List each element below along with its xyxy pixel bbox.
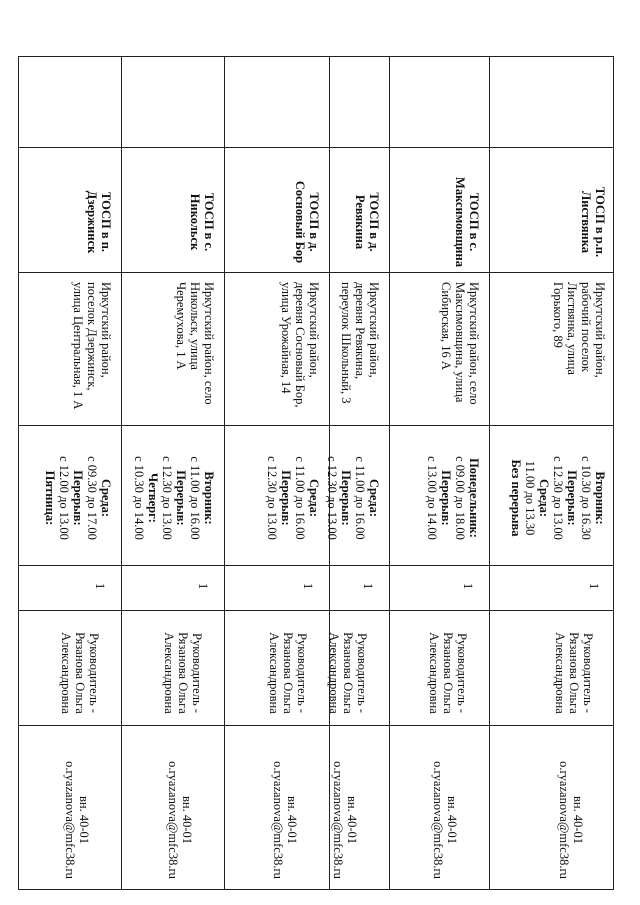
office-qty: 1 <box>301 583 315 590</box>
office-contact: вн. 40-01 o.ryazanova@mfc38.ru <box>431 761 459 879</box>
office-head: Руководитель - Рязанова Ольга Александровна <box>59 632 101 714</box>
office-head: Руководитель - Рязанова Ольга Александровна <box>267 632 309 714</box>
schedule-time: с 12.30 до 13.00 <box>551 456 565 540</box>
office-schedule <box>265 433 321 563</box>
table-rule <box>19 147 613 148</box>
schedule-day-label: Без перерыва <box>509 459 523 537</box>
schedule-time: с 11.00 до 16.00 <box>188 456 202 540</box>
schedule-day-label: Четверг: <box>146 473 160 523</box>
table-rule <box>19 725 613 726</box>
table-rule <box>224 57 225 889</box>
schedule-day-label: Перерыв: <box>439 470 453 526</box>
office-address: Иркутский район, поселок Дзержинск, улица Центральная, 1 А <box>71 282 113 410</box>
table-rule <box>19 425 613 426</box>
office-qty: 1 <box>361 583 375 590</box>
table-rule <box>19 610 613 611</box>
office-contact: вн. 40-01 o.ryazanova@mfc38.ru <box>557 761 585 879</box>
schedule-day-label: Среда: <box>307 478 321 518</box>
office-address: Иркутский район, деревня Сосновый Бор, улица Урожайная, 14 <box>279 282 321 408</box>
office-schedule <box>509 433 607 563</box>
schedule-day-label: Понедельник: <box>467 458 481 538</box>
office-schedule <box>132 433 216 563</box>
office-qty: 1 <box>196 583 210 590</box>
office-schedule <box>425 433 481 563</box>
schedule-time: с 11.00 до 16.00 <box>353 456 367 540</box>
schedule-time: с 10.30 до 14.00 <box>132 456 146 540</box>
schedule-time: 11.00 до 13.30 <box>523 460 537 536</box>
schedule-day-label: Перерыв: <box>339 470 353 526</box>
schedule-time: с 09.00 до 18.00 <box>453 456 467 540</box>
office-qty: 1 <box>587 583 601 590</box>
office-contact: вн. 40-01 o.ryazanova@mfc38.ru <box>63 761 91 879</box>
office-head: Руководитель - Рязанова Ольга Александровна <box>427 632 469 714</box>
office-schedule <box>325 433 381 563</box>
schedule-time: с 12.30 до 13.00 <box>265 456 279 540</box>
schedule-time: с 09.30 до 17.00 <box>85 456 99 540</box>
office-address: Иркутский район, село Максимовщина, улица Сибирская, 16 А <box>439 282 481 405</box>
schedule-day-label: Среда: <box>367 478 381 518</box>
schedule-day-label: Перерыв: <box>279 470 293 526</box>
office-qty: 1 <box>461 583 475 590</box>
office-address: Иркутский район, деревня Ревякина, переулок Школьный, 3 <box>339 282 381 404</box>
office-name: ТОСП в п. Дзержинск <box>85 190 113 254</box>
office-schedule <box>43 433 113 563</box>
schedule-time: с 12.30 до 13.00 <box>325 456 339 540</box>
office-contact: вн. 40-01 o.ryazanova@mfc38.ru <box>166 761 194 879</box>
office-head: Руководитель - Рязанова Ольга Александровна <box>553 632 595 714</box>
office-name: ТОСП в д. Ревякина <box>353 192 381 252</box>
schedule-time: с 13.00 до 14.00 <box>425 456 439 540</box>
schedule-day-label: Перерыв: <box>71 470 85 526</box>
table-rule <box>19 565 613 566</box>
schedule-day-label: Среда: <box>537 478 551 518</box>
office-name: ТОСП в р.п. Листвянка <box>579 186 607 258</box>
schedule-day-label: Вторник: <box>202 471 216 525</box>
table-rule <box>389 57 390 889</box>
schedule-day-label: Перерыв: <box>565 470 579 526</box>
office-contact: вн. 40-01 o.ryazanova@mfc38.ru <box>271 761 299 879</box>
table-rule <box>489 57 490 889</box>
schedule-time: с 10.30 до 16.30 <box>579 456 593 540</box>
office-head: Руководитель - Рязанова Ольга Александровна <box>162 632 204 714</box>
schedule-time: с 11.00 до 16.00 <box>293 456 307 540</box>
offices-table <box>18 56 614 890</box>
schedule-day-label: Среда: <box>99 478 113 518</box>
schedule-day-label: Вторник: <box>593 471 607 525</box>
office-head: Руководитель - Рязанова Ольга Александровна <box>327 632 369 714</box>
office-qty: 1 <box>93 583 107 590</box>
schedule-time: с 12.00 до 13.00 <box>57 456 71 540</box>
office-address: Иркутский район, рабочий поселок Листвянка, улица Горького, 89 <box>551 282 607 378</box>
office-name: ТОСП в д. Сосновый Бор <box>293 180 321 264</box>
office-contact: вн. 40-01 o.ryazanova@mfc38.ru <box>331 761 359 879</box>
table-rule <box>121 57 122 889</box>
office-name: ТОСП в с. Никольск <box>188 192 216 252</box>
schedule-day-label: Перерыв: <box>174 470 188 526</box>
schedule-day-label: Пятница: <box>43 470 57 526</box>
office-address: Иркутский район, село Никольск, улица Черемухова, 1 А <box>174 282 216 405</box>
schedule-time: с 12.30 до 13.00 <box>160 456 174 540</box>
office-name: ТОСП в с. Максимовщина <box>453 177 481 267</box>
